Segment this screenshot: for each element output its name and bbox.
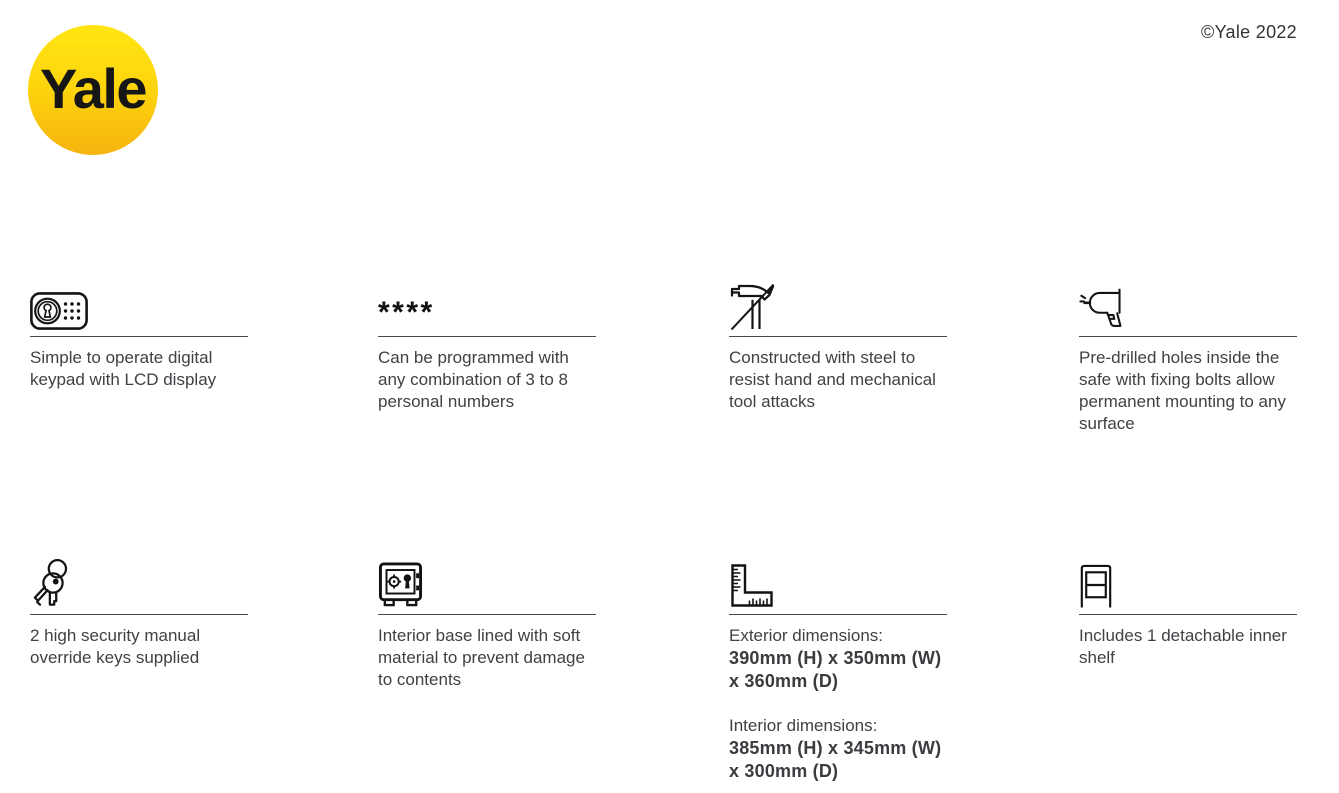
feature-pin-code — [378, 284, 596, 413]
yale-logo — [28, 25, 158, 155]
safe-icon — [378, 562, 596, 608]
asterisks-glyphs: **** — [378, 296, 435, 329]
yale-logo-text: Yale — [39, 56, 147, 120]
override-keys-icon — [30, 562, 248, 608]
feature-text: Can be programmed with any combination of 3 to 8 personal numbers — [378, 348, 569, 411]
keypad-lcd-icon — [30, 284, 248, 330]
feature-soft-interior — [378, 562, 596, 691]
feature-text: Simple to operate digital keypad with LCD display — [30, 348, 217, 389]
divider-line — [378, 614, 596, 615]
feature-dimensions — [729, 562, 947, 783]
feature-steel-construction — [729, 284, 947, 413]
feature-digital-keypad — [30, 284, 248, 391]
exterior-dimensions-label: Exterior dimensions: — [729, 626, 884, 645]
feature-text: Constructed with steel to resist hand and mechanical tool attacks — [729, 348, 936, 411]
divider-line — [729, 614, 947, 615]
divider-line — [1079, 614, 1297, 615]
interior-dimensions-value: 385mm (H) x 345mm (W) x 300mm (D) — [729, 738, 942, 781]
feature-text: 2 high security manual override keys supplied — [30, 626, 201, 667]
pin-code-asterisks — [378, 284, 596, 330]
divider-line — [30, 614, 248, 615]
feature-text: Includes 1 detachable inner shelf — [1079, 626, 1287, 667]
interior-dimensions-label: Interior dimensions: — [729, 716, 878, 735]
feature-mounting — [1079, 284, 1297, 435]
feature-text: Interior base lined with soft material to prevent damage to contents — [378, 626, 585, 689]
feature-override-keys — [30, 562, 248, 669]
divider-line — [30, 336, 248, 337]
copyright-notice: ©Yale 2022 — [1201, 22, 1297, 42]
divider-line — [729, 336, 947, 337]
hammer-slash-icon — [729, 284, 947, 330]
feature-text: Pre-drilled holes inside the safe with fixing bolts allow permanent mounting to any surface — [1079, 348, 1286, 433]
feature-inner-shelf — [1079, 562, 1297, 669]
exterior-dimensions-value: 390mm (H) x 350mm (W) x 360mm (D) — [729, 648, 942, 691]
shelf-icon — [1079, 562, 1297, 608]
set-square-icon — [729, 562, 947, 608]
divider-line — [378, 336, 596, 337]
drill-icon — [1079, 284, 1297, 330]
divider-line — [1079, 336, 1297, 337]
